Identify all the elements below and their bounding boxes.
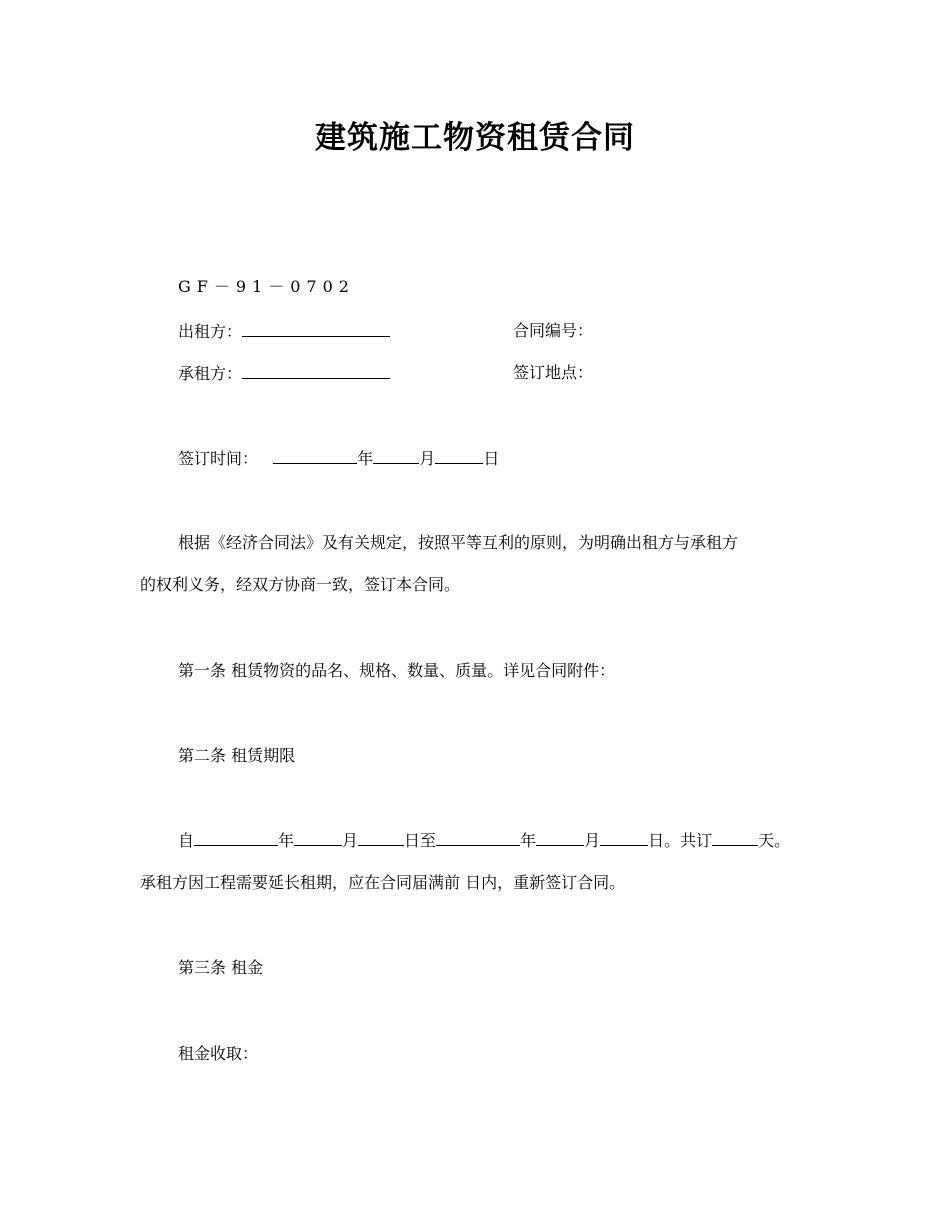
sign-year-blank [273,447,357,464]
preamble-line-2: 的权利义务，经双方协商一致，签订本合同。 [140,575,461,594]
days-blank [712,829,758,846]
article-2: 第二条 租赁期限 [178,746,296,765]
contract-code: GF－91－0702 [178,277,355,296]
sign-time-line [178,447,499,470]
period-line-2: 承租方因工程需要延长租期，应在合同届满前 日内，重新签订合同。 [140,873,626,892]
sign-month-label: 月 [419,449,436,468]
preamble-line-1: 根据《经济合同法》及有关规定，按照平等互利的原则，为明确出租方与承租方 [178,533,739,552]
sign-place-line [513,362,593,384]
lessee-line [178,362,390,385]
lessor-blank [242,320,390,337]
lessee-label: 承租方： [178,364,243,383]
period-line-1 [178,829,790,852]
lessor-label: 出租方： [178,322,243,341]
document-title: 建筑施工物资租赁合同 [315,120,635,156]
to-day-blank [600,829,648,846]
rent-collection: 租金收取： [178,1044,259,1063]
lessee-blank [242,362,390,379]
period-from: 自 [178,831,195,850]
from-month-blank [294,829,342,846]
contract-no-label: 合同编号： [513,321,594,340]
period-end: 日。共订 [648,831,713,850]
sign-year-label: 年 [357,449,374,468]
article-3: 第三条 租金 [178,958,264,977]
article-1: 第一条 租赁物资的品名、规格、数量、质量。详见合同附件： [178,661,616,680]
to-year-blank [436,829,520,846]
to-year-label: 年 [520,831,537,850]
sign-day-blank [435,447,483,464]
sign-time-label: 签订时间： [178,449,259,468]
from-year-label: 年 [278,831,295,850]
from-year-blank [194,829,278,846]
sign-place-label: 签订地点： [513,363,594,382]
period-to: 日至 [404,831,437,850]
to-month-label: 月 [584,831,601,850]
period-days: 天。 [758,831,791,850]
from-month-label: 月 [342,831,359,850]
contract-no-line [513,320,593,342]
from-day-blank [358,829,404,846]
to-month-blank [536,829,584,846]
sign-month-blank [373,447,419,464]
lessor-line [178,320,390,343]
sign-day-label: 日 [483,449,500,468]
